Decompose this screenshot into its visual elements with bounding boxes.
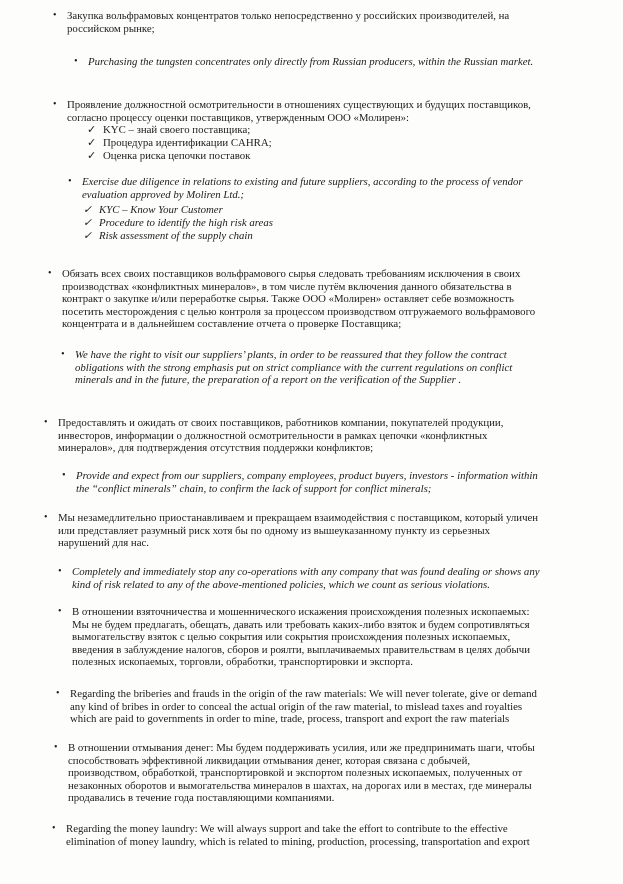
text-line: введения в заблуждение налогов, сборов и роялти, выплачиваемых правительствам в целях добычи	[72, 643, 530, 656]
bullet-icon: •	[58, 606, 62, 617]
item-bribery-ru	[58, 606, 590, 669]
bullet-icon: •	[61, 349, 65, 360]
bullet-icon: •	[68, 176, 72, 187]
check-icon: ✓	[87, 124, 97, 136]
item-suspend-cooperation-ru	[44, 512, 588, 550]
text-line: или представляет разумный риск хотя бы по одному из вышеуказанному пункту из серьезных	[58, 524, 491, 537]
item-provide-info-en	[62, 470, 590, 495]
text-line: нарушений для нас.	[58, 537, 149, 549]
check-icon: ✓	[83, 217, 93, 229]
text-line: evaluation approved by Moliren Ltd.;	[82, 188, 245, 201]
bullet-icon: •	[58, 566, 62, 577]
text-line: elimination of money laundry, which is related to mining, production, processing, transportation and export	[66, 835, 530, 848]
checklist-item: ✓ Оценка риска цепочки поставок	[87, 150, 251, 162]
bullet-icon: •	[62, 470, 66, 481]
text-line: minerals and in the future, the preparation of a report on the verification of the Supplier .	[75, 374, 462, 386]
text-line: вымогательству взяток с целью сокрытия или сокрытия происхождения полезных ископаемых,	[72, 631, 511, 643]
text-line: инвесторов, информации о должностной осмотрительности в рамках цепочки «конфликтных	[58, 429, 488, 442]
item-provide-info-ru	[44, 417, 590, 455]
text-line: В отношении отмывания денег: Мы будем поддерживать усилия, или же предпринимать шаги, чтобы	[68, 742, 535, 754]
item-money-laundering-en	[52, 823, 590, 848]
text-line: which are paid to governments in order to mine, trade, process, transport and export the raw materials	[70, 713, 510, 725]
item-money-laundering-ru	[54, 742, 590, 805]
item-due-diligence-en	[68, 176, 590, 201]
item-purchasing-en	[74, 56, 578, 69]
checklist-item: ✓ KYC – Know Your Customer	[83, 204, 223, 216]
text-line: В отношении взяточничества и мошеннического искажения происхождения полезных ископаемых:	[72, 606, 530, 618]
bullet-icon: •	[44, 512, 48, 523]
check-icon: ✓	[83, 230, 93, 242]
bullet-icon: •	[44, 417, 48, 428]
item-suspend-cooperation-en	[58, 566, 590, 591]
bullet-icon: •	[52, 823, 56, 834]
bullet-icon: •	[53, 99, 57, 110]
text-line: производством, обработкой, транспортировкой и экспортом полезных ископаемых, полученных от	[68, 767, 523, 779]
text-line: kind of risk related to any of the above-mentioned policies, which we count as serious violations.	[72, 578, 490, 591]
checklist-item: ✓ KYC – знай своего поставщика;	[87, 124, 251, 136]
bullet-icon: •	[53, 10, 57, 21]
check-icon: ✓	[87, 150, 97, 162]
text-line: посетить месторождения с целью контроля за процессом производством отгружаемого вольфрамового	[62, 305, 536, 318]
item-supplier-obligation-ru	[48, 268, 590, 331]
text-line: согласно процессу оценки поставщиков, утвержденным ООО «Молирен»:	[67, 111, 410, 124]
checklist-item: ✓ Процедура идентификации CAHRA;	[87, 137, 272, 149]
check-icon: ✓	[83, 204, 93, 216]
text-line: российском рынке;	[67, 22, 155, 35]
text-line: Regarding the briberies and frauds in the origin of the raw materials: We will never tolerate, give or demand	[70, 688, 537, 700]
text-line: Мы незамедлительно приостанавливаем и прекращаем взаимодействия с поставщиком, который уличен	[58, 512, 539, 524]
text-line: any kind of bribes in order to conceal the actual origin of the raw material, to mislead taxes and royalties	[70, 700, 523, 713]
item-bribery-en	[56, 688, 590, 726]
text-line: концентрата и в дальнейшем составление отчета о проверке Поставщика;	[62, 318, 402, 330]
text-line: полезных ископаемых, торговли, обработки, транспортировки и экспорта.	[72, 656, 413, 668]
text-line: Purchasing the tungsten concentrates only directly from Russian producers, within the Russian market.	[88, 56, 534, 68]
item-supplier-obligation-en	[61, 349, 589, 387]
check-icon: ✓	[87, 137, 97, 149]
item-purchasing-ru	[53, 10, 585, 35]
text-line: минералов», для подтверждения отсутствия поддержки конфликтов;	[58, 442, 374, 454]
bullet-icon: •	[74, 56, 78, 67]
text-line: the “conflict minerals” chain, to confirm the lack of support for conflict minerals;	[76, 482, 432, 495]
text-line: незаконных оборотов и вымогательства минералов в шахтах, на дорогах или в местах, где минералы	[68, 779, 532, 792]
text-line: продавались в течение года поставляющими компаниями.	[68, 792, 335, 804]
text-line: Проявление должностной осмотрительности в отношениях существующих и будущих поставщиков,	[67, 99, 531, 111]
text-line: Обязать всех своих поставщиков вольфрамового сырья следовать требованиям исключения в своих	[62, 268, 521, 280]
bullet-icon: •	[54, 742, 58, 753]
text-line: Regarding the money laundry: We will always support and take the effort to contribute to the effective	[66, 823, 508, 835]
text-line: Completely and immediately stop any co-operations with any company that was found dealing or shows any	[72, 566, 540, 578]
bullet-icon: •	[48, 268, 52, 279]
item-due-diligence-ru	[53, 99, 589, 124]
text-line: производствах «конфликтных минералов», в том числе путём включения данного обязательства в	[62, 280, 512, 293]
text-line: Закупка вольфрамовых концентратов только непосредственно у российских производителей, на	[67, 10, 510, 22]
checklist-item: ✓ Risk assessment of the supply chain	[83, 230, 253, 242]
text-line: Exercise due diligence in relations to existing and future suppliers, according to the process of vendor	[82, 176, 523, 188]
text-line: We have the right to visit our suppliers’ plants, in order to be reassured that they follow the contract	[75, 349, 507, 361]
text-line: obligations with the strong emphasis put on strict compliance with the current regulations on conflict	[75, 361, 513, 374]
text-line: Provide and expect from our suppliers, company employees, product buyers, investors - information within	[76, 470, 538, 482]
checklist-item: ✓ Procedure to identify the high risk areas	[83, 217, 273, 229]
text-line: Мы не будем предлагать, обещать, давать или требовать каких-либо взяток и будем сопротивляться	[72, 618, 530, 631]
text-line: способствовать эффективной ликвидации отмывания денег, которая связана с добычей,	[68, 754, 471, 767]
text-line: Предоставлять и ожидать от своих поставщиков, работников компании, покупателей продукции,	[58, 417, 504, 429]
bullet-icon: •	[56, 688, 60, 699]
text-line: контракт о закупке и/или переработке сырья. Также ООО «Молирен» оставляет себе возможность	[62, 293, 514, 305]
